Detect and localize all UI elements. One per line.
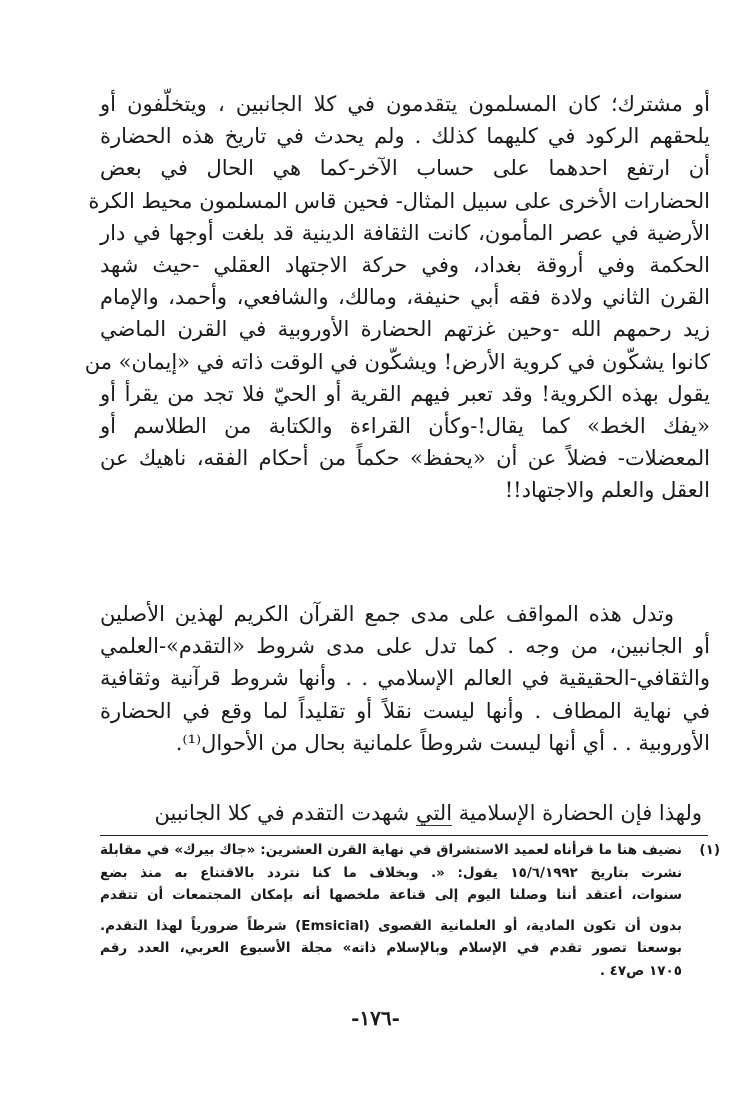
footnote-line: سنوات، أعتقد أننا وصلنا اليوم إلى قناعة ملخصها أنه بإمكان المجتمعات أن تتقدم [100, 887, 682, 904]
text-line: الأرضية في عصر المأمون، كانت الثقافة الدينية قد بلغت أوجها في دار [100, 220, 710, 245]
paragraph-1 [84, 88, 710, 507]
text-line: يلحقهم الركود في كليهما كذلك . ولم يحدث في تاريخ هذه الحضارة [100, 124, 710, 149]
text-line: في نهاية المطاف . وأنها ليست نقلاً أو تقليداً لما وقع في الحضارة [100, 698, 710, 723]
footnote-body [100, 839, 682, 983]
footnote-separator [100, 835, 708, 836]
footnote-line: بدون أن تكون المادية، أو العلمانية القصوى (Emsicial) شرطاً ضرورياً لهذا التقدم. [100, 917, 682, 934]
text-line: «يفك الخط» كما يقال!-وكأن القراءة والكتابة من الطلاسم أو [100, 414, 710, 439]
text-line: القرن الثاني ولادة فقه أبي حنيفة، ومالك، والشافعي، وأحمد، والإمام [100, 285, 710, 310]
page-number: -١٧٦- [351, 1006, 400, 1030]
text-line: الأوروبية . . أي أنها ليست شروطاً علمانية بحال من الأحوال⁽¹⁾. [175, 730, 710, 755]
text-line [100, 797, 710, 829]
underlined-word: التي [415, 801, 453, 825]
footnote-marker: (١) [699, 842, 720, 858]
text-line: كانوا يشكّون في كروية الأرض! ويشكّون في الوقت ذاته في «إيمان» من [84, 349, 710, 374]
text-line: الحكمة وفي أروقة بغداد، وفي حركة الاجتهاد العقلي -حيث شهد [100, 253, 710, 278]
text-run: شهدت التقدم في كلا الجانبين [154, 801, 416, 825]
text-line: أن ارتفع احدهما على حساب الآخر-كما هي الحال في بعض [100, 156, 710, 181]
text-run: ولهذا فإن الحضارة الإسلامية [452, 801, 702, 825]
text-line: الحضارات الأخرى على سبيل المثال- فحين قاس المسلمون محيط الكرة [88, 188, 710, 213]
text-line: العقل والعلم والاجتهاد!! [504, 478, 710, 503]
footnote-line: نضيف هنا ما قرأناه لعميد الاستشراق في نهاية القرن العشرين: «جاك بيرك» في مقابلة [100, 842, 682, 858]
footnote-line: بوسعنا تصور تقدم في الإسلام وبالإسلام ذاته» مجلة الأسبوع العربي، العدد رقم [100, 940, 682, 957]
paragraph-2 [100, 598, 710, 759]
footnote-line: ١٧٠٥ ص٤٧ . [599, 962, 682, 979]
text-line: زيد رحمهم الله -وحين غزتهم الحضارة الأوروبية في القرن الماضي [100, 317, 710, 342]
text-line: أو مشترك؛ كان المسلمون يتقدمون في كلا الجانبين ، ويتخلّفون أو [100, 92, 710, 116]
text-line: والثقافي-الحقيقية في العالم الإسلامي . . وأنها شروط قرآنية وثقافية [100, 666, 710, 691]
text-line: يقول بهذه الكروية! وقد تعبر فيهم القرية أو الحيّ فلا تجد من يقرأ أو [100, 381, 710, 406]
paragraph-3 [100, 797, 710, 829]
text-line: أو الجانبين، من وجه . كما تدل على مدى شروط «التقدم»-العلمي [100, 634, 710, 659]
text-line: المعضلات- فضلاً عن أن «يحفظ» حكماً من أحكام الفقه، ناهيك عن [100, 446, 710, 471]
footnote-line: نشرت بتاريخ ١٥/٦/١٩٩٢ يقول: «. وبخلاف ما كنا نتردد بالاقتناع به منذ بضع [100, 864, 683, 881]
footnote [100, 839, 720, 983]
text-line: وتدل هذه المواقف على مدى جمع القرآن الكريم لهذين الأصلين [100, 602, 674, 626]
